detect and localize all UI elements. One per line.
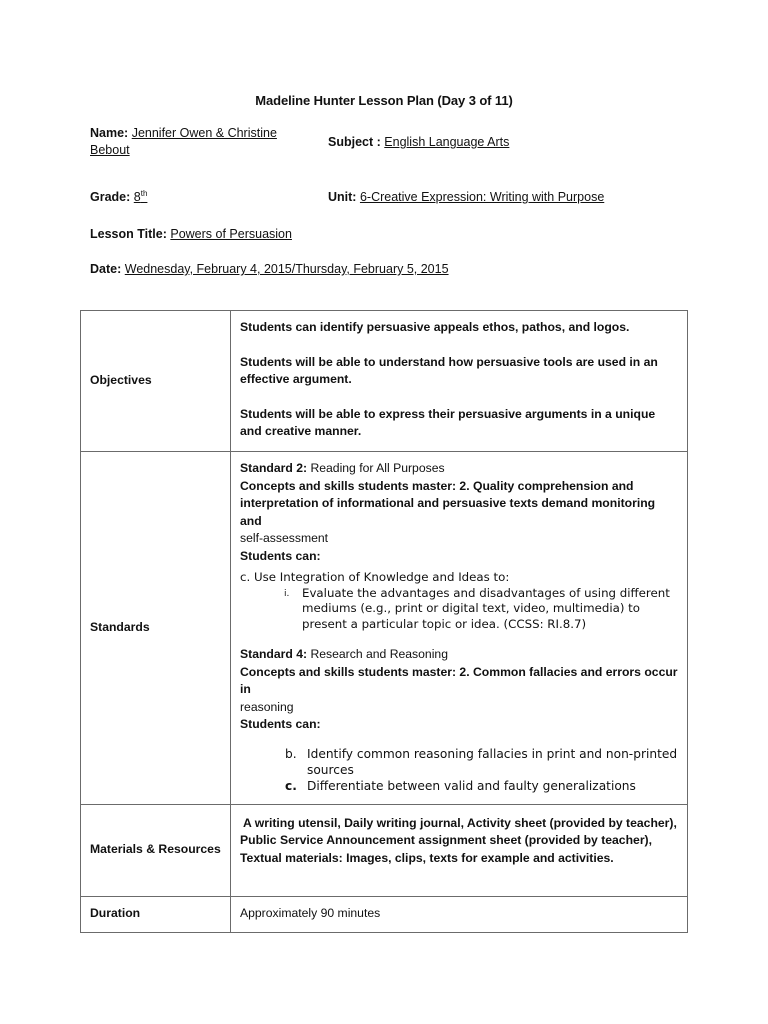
unit-value: 6-Creative Expression: Writing with Purpose [359, 190, 605, 204]
duration-value: Approximately 90 minutes [231, 896, 688, 932]
duration-row [81, 896, 688, 932]
standard-4-students-can: Students can: [240, 717, 321, 731]
objective-3: Students will be able to express their persuasive arguments in a unique and creative manner. [240, 406, 656, 438]
materials-line-2: Public Service Announcement assignment sheet (provided by teacher), [240, 833, 653, 847]
list-item [285, 778, 679, 794]
standard-2-sublist [240, 586, 679, 633]
standards-row [81, 452, 688, 805]
objectives-cell [231, 311, 688, 452]
standard-2-students-can: Students can: [240, 548, 321, 563]
grade-superscript: th [140, 188, 148, 198]
materials-line-3: Textual materials: Images, clips, texts for example and activities. [240, 850, 614, 865]
objective-1: Students can identify persuasive appeals ethos, pathos, and logos. [240, 320, 630, 334]
standard-2-concepts: Concepts and skills students master: 2. Quality comprehension and interpretation of informational and persuasive texts demand monitoring and [240, 478, 656, 528]
grade-value: 8 [133, 190, 141, 204]
list-marker: b. [285, 746, 297, 761]
standards-header: Standards [81, 452, 231, 805]
materials-line-1: A writing utensil, Daily writing journal, Activity sheet (provided by teacher), [243, 815, 677, 830]
standards-cell [231, 452, 688, 805]
name-value-line2: Bebout [90, 143, 130, 157]
objectives-header: Objectives [81, 311, 231, 452]
standard-4-list [240, 746, 679, 794]
subject-label: Subject : [328, 135, 381, 149]
page-title: Madeline Hunter Lesson Plan (Day 3 of 11) [255, 93, 513, 108]
standard-2-item-c: c. Use Integration of Knowledge and Ideas to: [240, 570, 510, 584]
materials-row [81, 804, 688, 896]
standard-2-label: Standard 2: [240, 461, 308, 475]
name-value-line1: Jennifer Owen & Christine [131, 126, 277, 140]
standard-2-name: Reading for All Purposes [310, 461, 445, 475]
date-label: Date: [90, 262, 122, 276]
materials-cell [231, 804, 688, 896]
lesson-title-field [90, 226, 292, 243]
name-field [90, 125, 300, 159]
grade-label: Grade: [90, 190, 131, 204]
materials-header: Materials & Resources [81, 804, 231, 896]
list-item [285, 746, 679, 778]
date-field [90, 261, 449, 278]
lesson-title-label: Lesson Title: [90, 227, 167, 241]
standard-4-reasoning: reasoning [240, 699, 294, 714]
lesson-plan-table [80, 310, 688, 933]
lesson-title-value: Powers of Persuasion [170, 227, 292, 241]
unit-label: Unit: [328, 190, 357, 204]
name-label: Name: [90, 126, 129, 140]
standard-2-self-assessment: self-assessment [240, 531, 329, 545]
standard-4-concepts: Concepts and skills students master: 2. Common fallacies and errors occur in [240, 664, 678, 696]
duration-header: Duration [81, 896, 231, 932]
list-marker: i. [284, 588, 290, 599]
date-value: Wednesday, February 4, 2015/Thursday, February 5, 2015 [124, 262, 449, 276]
unit-field [328, 189, 604, 206]
objectives-row [81, 311, 688, 452]
subject-value: English Language Arts [384, 135, 510, 149]
standard-2-item-i: Evaluate the advantages and disadvantages of using different mediums (e.g., print or digital text, video, multimedia) to present a particular topic or idea. (CCSS: RI.8.7) [302, 585, 670, 631]
list-marker: c. [285, 778, 297, 793]
list-item [284, 586, 679, 633]
objective-2: Students will be able to understand how persuasive tools are used in an effective argument. [240, 354, 658, 386]
standard-4-item-c: Differentiate between valid and faulty generalizations [307, 778, 636, 793]
standard-4-name: Research and Reasoning [310, 647, 448, 661]
subject-field [328, 134, 509, 151]
standard-4-item-b: Identify common reasoning fallacies in print and non-printed sources [307, 746, 678, 777]
grade-field [90, 189, 147, 206]
standard-4-label: Standard 4: [240, 647, 308, 661]
